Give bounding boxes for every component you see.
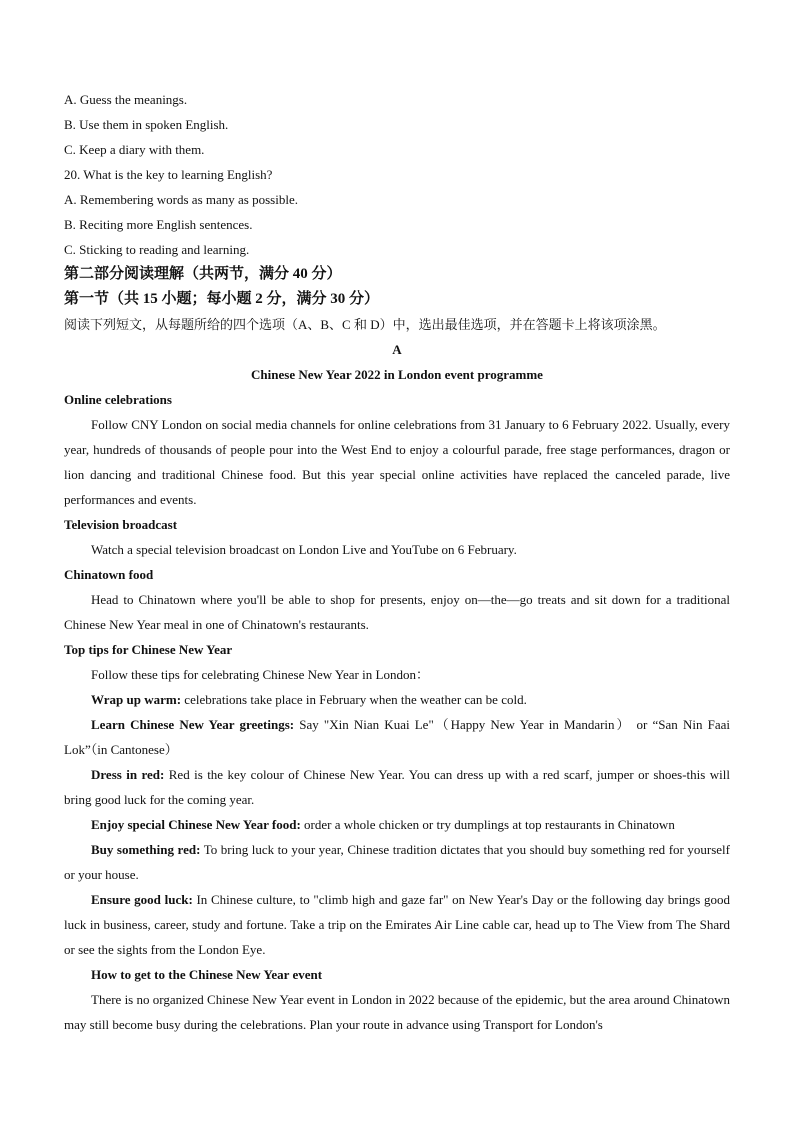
get-heading-line [64,962,730,987]
food-heading: Chinatown food [64,567,154,582]
tip-greetings [64,712,730,762]
instruction-text: 阅读下列短文，从每题所给的四个选项（A、B、C 和 D）中，选出最佳选项，并在答题卡上将该项涂黑。 [64,317,666,332]
tv-heading: Television broadcast [64,517,178,532]
tip-dress-red [64,762,730,812]
online-heading: Online celebrations [64,392,172,407]
option-a-top: A. Guess the meanings. [64,92,188,107]
get-heading: How to get to the Chinese New Year event [91,967,323,982]
tip-label: Learn Chinese New Year greetings: [91,717,295,732]
tip-text: Red is the key colour of Chinese New Year. You can dress up with a red scarf, jumper or shoes-this will bring good luck for the coming year. [64,767,730,807]
tip-special-food [64,812,730,837]
tip-good-luck [64,887,730,962]
tips-heading: Top tips for Chinese New Year [64,642,233,657]
question-20: 20. What is the key to learning English? [64,167,273,182]
part2-heading: 第二部分阅读理解（共两节，满分 40 分） [64,266,342,282]
tip-text: In Chinese culture, to "climb high and gaze far" on New Year's Day or the following day brings good luck in business, career, study and fortune. Take a trip on the Emirates Air Line cable car, head up to The View from The Shard or see the sights from the London Eye. [64,892,730,957]
option-b-top: B. Use them in spoken English. [64,117,229,132]
tip-buy-red [64,837,730,887]
tip-text: Say "Xin Nian Kuai Le"（Happy New Year in Mandarin） or “San Nin Faai Lok”（in Cantonese） [64,717,730,757]
tip-label: Ensure good luck: [91,892,193,907]
tip-text: To bring luck to your year, Chinese tradition dictates that you should buy something red for yourself or your house. [64,842,731,882]
food-paragraph: Head to Chinatown where you'll be able to shop for presents, enjoy on—the—go treats and sit down for a traditional Chinese New Year meal in one of Chinatown's restaurants. [64,592,730,632]
online-paragraph: Follow CNY London on social media channels for online celebrations from 31 January to 6 February 2022. Usually, every year, hundreds of thousands of people pour into the West End to enjoy a colourful parade, free stage performances, dragon or lion dancing and traditional Chinese food. But this year special online activities have replaced the canceled parade, live performances and events. [64,417,730,507]
passage-letter: A [392,342,402,357]
section1-heading: 第一节（共 15 小题；每小题 2 分，满分 30 分） [64,291,380,307]
tip-text: order a whole chicken or try dumplings at top restaurants in Chinatown [300,817,675,832]
q20-option-b: B. Reciting more English sentences. [64,217,253,232]
passage-title: Chinese New Year 2022 in London event programme [251,367,543,382]
tip-wrap-up-warm [64,687,730,712]
tv-paragraph: Watch a special television broadcast on London Live and YouTube on 6 February. [91,542,517,557]
tip-label: Dress in red: [91,767,165,782]
tips-intro: Follow these tips for celebrating Chinese New Year in London： [91,667,429,682]
tip-text: celebrations take place in February when the weather can be cold. [181,692,527,707]
q20-option-a: A. Remembering words as many as possible. [64,192,298,207]
option-c-top: C. Keep a diary with them. [64,142,205,157]
tip-label: Wrap up warm: [91,692,182,707]
tip-label: Enjoy special Chinese New Year food: [91,817,301,832]
tip-label: Buy something red: [91,842,201,857]
q20-option-c: C. Sticking to reading and learning. [64,242,250,257]
get-paragraph: There is no organized Chinese New Year event in London in 2022 because of the epidemic, but the area around Chinatown may still become busy during the celebrations. Plan your route in advance using Transport for London's [64,992,730,1032]
document-page [64,87,730,1037]
